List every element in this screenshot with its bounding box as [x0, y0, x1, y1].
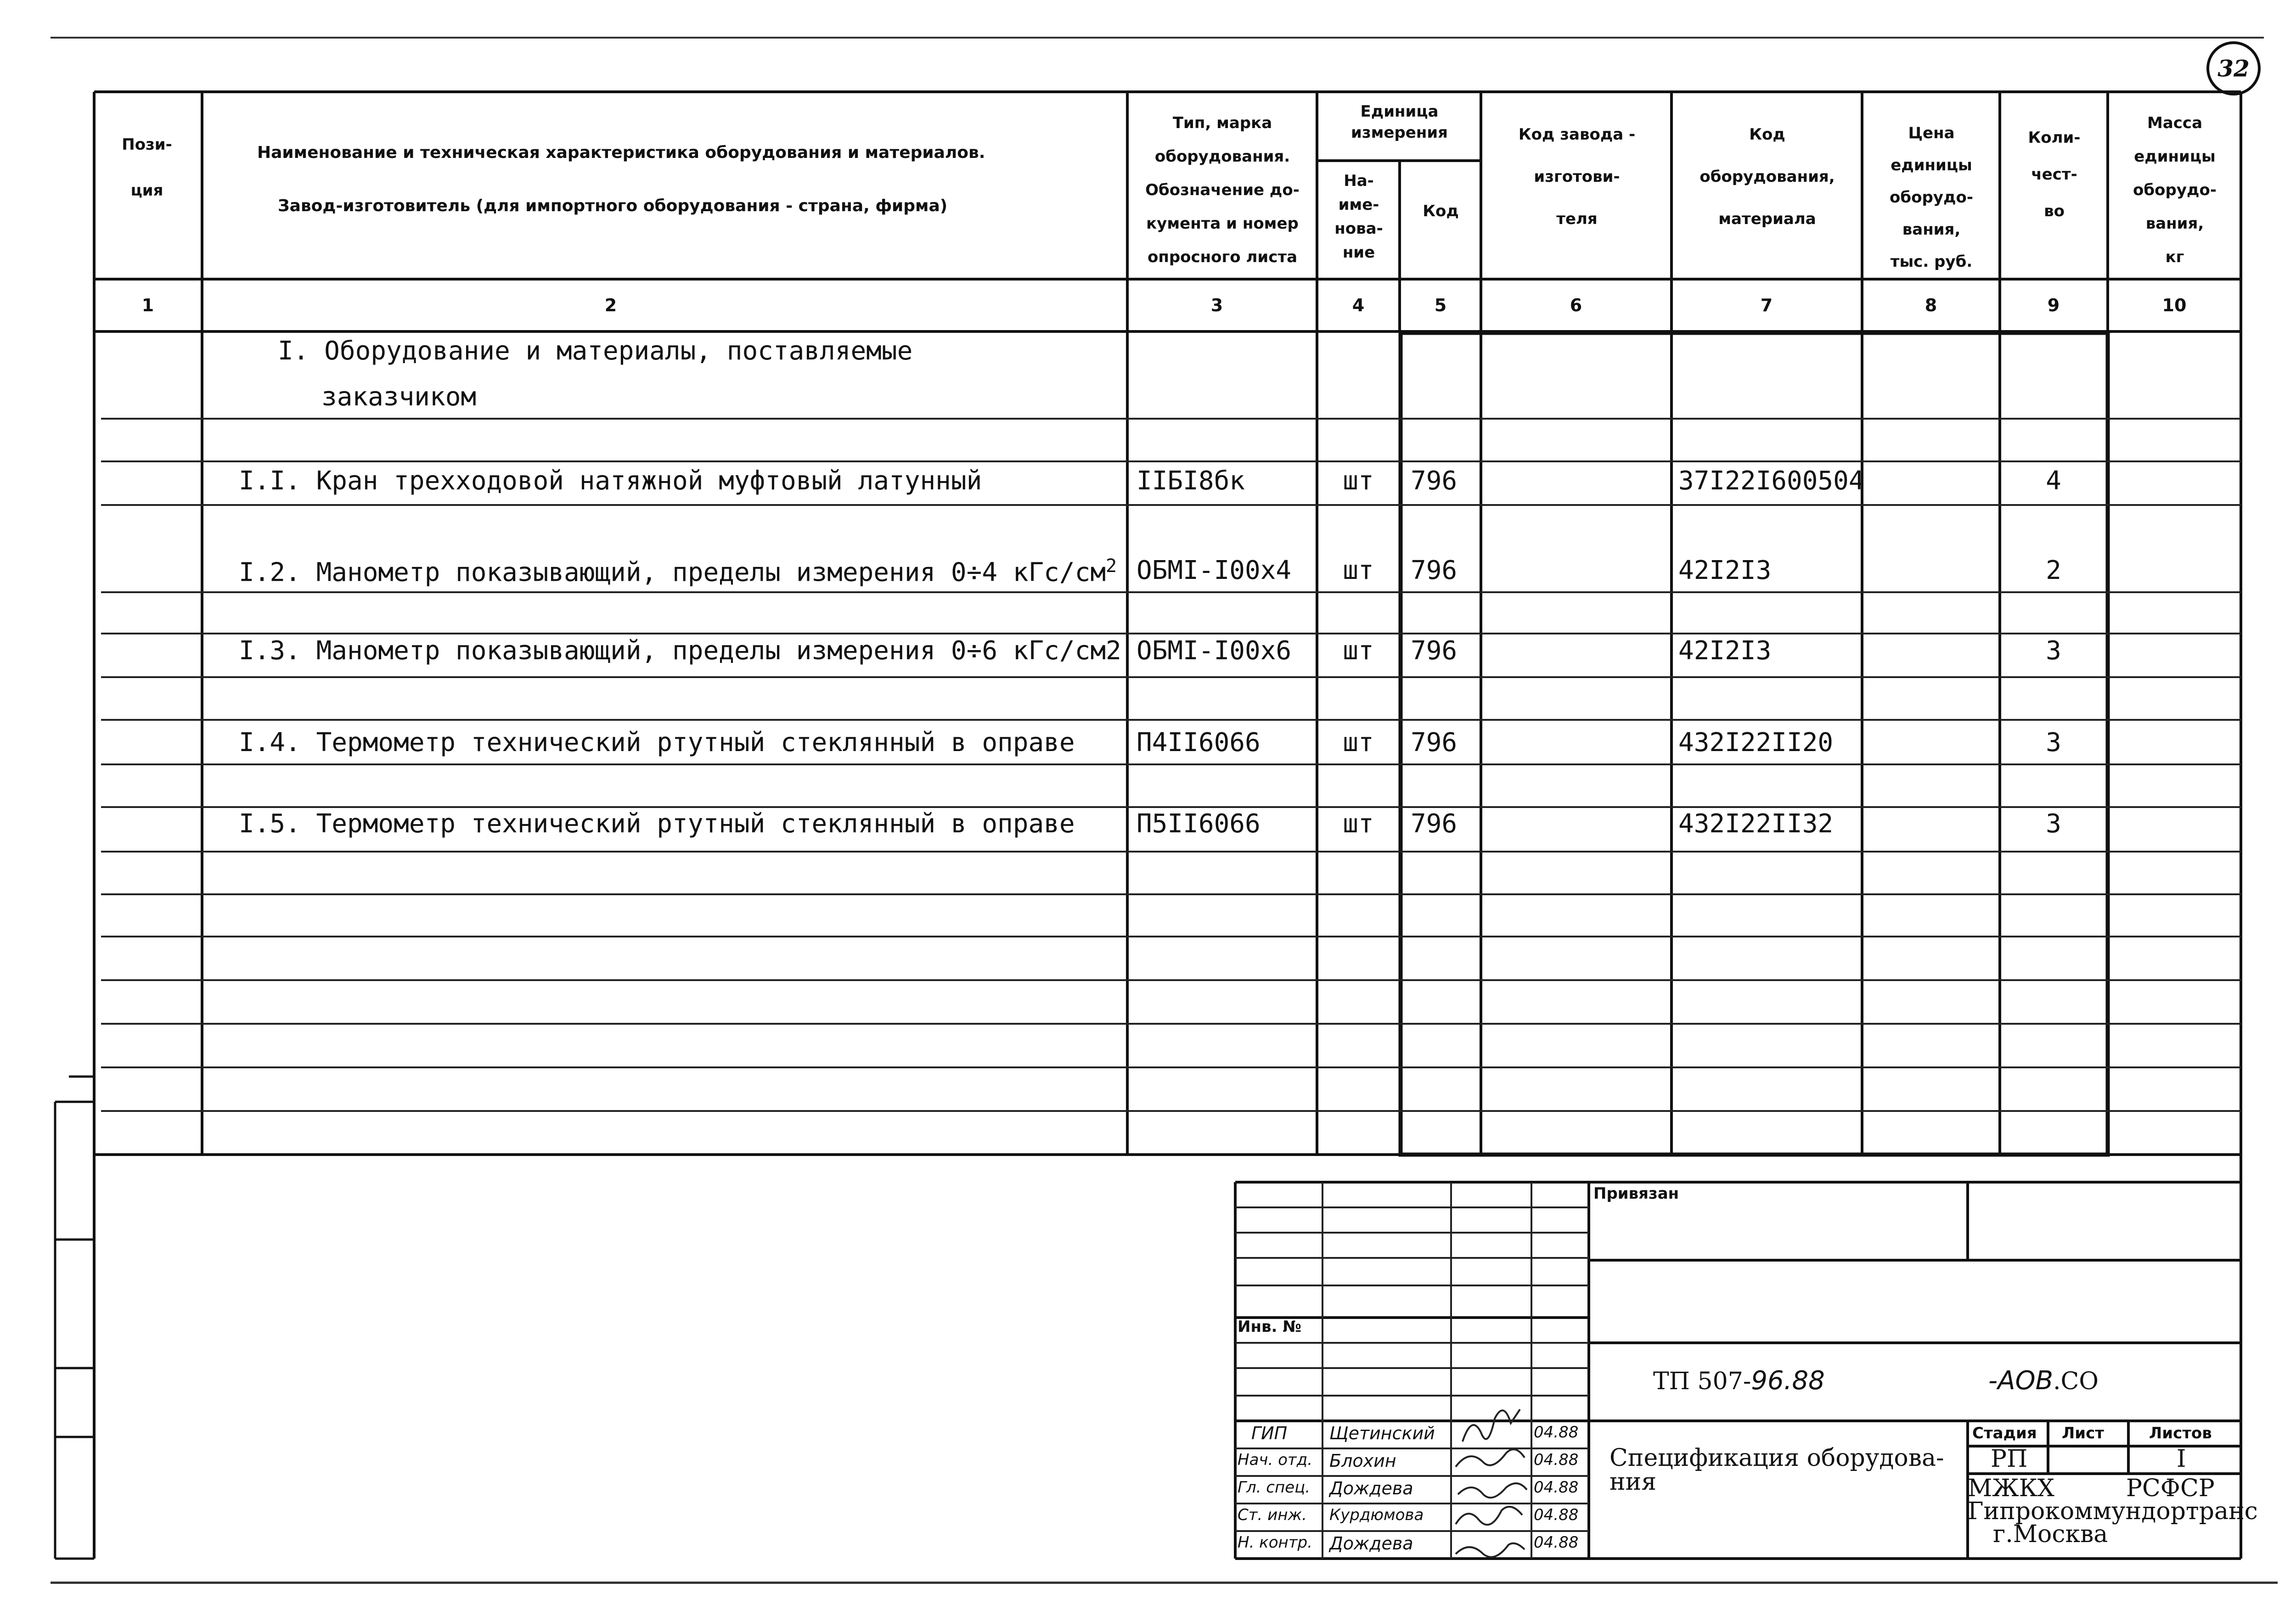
- col-number-6: 6: [1570, 295, 1582, 315]
- item-code: 37I22I600504: [1678, 466, 1864, 496]
- item-unit: шт: [1343, 728, 1374, 757]
- item-name: I.5. Термометр технический ртутный стеклянный в оправе: [239, 809, 1075, 839]
- document-title: Спецификация оборудова- ния: [1609, 1444, 1944, 1496]
- staff-role: Гл. спец.: [1238, 1478, 1311, 1497]
- col-number-8: 8: [1925, 295, 1937, 315]
- item-unit: шт: [1343, 555, 1374, 585]
- document-code-handwritten: 96.88: [1751, 1366, 1825, 1396]
- col-number-7: 7: [1760, 295, 1773, 315]
- document-code-suffix-handwritten: -АОВ: [1988, 1366, 2054, 1396]
- staff-name: Щетинский: [1329, 1423, 1435, 1443]
- item-type: ОБМI-I00x6: [1137, 636, 1292, 666]
- item-code: 42I2I3: [1678, 636, 1772, 666]
- staff-role: Н. контр.: [1238, 1533, 1312, 1552]
- section-title-line2: заказчиком: [321, 382, 477, 412]
- staff-name: Дождева: [1329, 1533, 1413, 1554]
- item-type: IIБI8бк: [1137, 466, 1245, 496]
- org-institute: Гипрокоммундортранс: [1968, 1498, 2258, 1525]
- staff-name: Курдюмова: [1329, 1506, 1424, 1524]
- staff-role: Ст. инж.: [1238, 1506, 1307, 1524]
- item-name-superscript: 2: [1106, 555, 1117, 577]
- col-number-3: 3: [1210, 295, 1223, 315]
- staff-name: Блохин: [1329, 1451, 1396, 1471]
- header-name-line1: Наименование и техническая характеристика оборудования и материалов.: [257, 143, 985, 162]
- item-unit-code: 796: [1411, 636, 1458, 666]
- document-code-printed: ТП 507-: [1653, 1368, 1751, 1395]
- col-number-2: 2: [604, 295, 617, 315]
- col-number-9: 9: [2047, 295, 2060, 315]
- item-code: 432I22II32: [1678, 809, 1834, 839]
- item-name: I.4. Термометр технический ртутный стеклянный в оправе: [239, 728, 1075, 757]
- item-unit: шт: [1343, 466, 1374, 496]
- privyazan-label: Привязан: [1593, 1184, 1679, 1203]
- header-position: Пози- ция: [122, 135, 172, 200]
- header-mass: Масса единицы оборудо- вания, кг: [2133, 114, 2217, 266]
- header-unit-code: Код: [1423, 202, 1459, 220]
- item-unit-code: 796: [1411, 728, 1458, 757]
- item-unit: шт: [1343, 809, 1374, 839]
- item-qty: 3: [2046, 636, 2061, 666]
- item-code: 42I2I3: [1678, 555, 1772, 585]
- inventory-number-label: Инв. №: [1238, 1318, 1302, 1336]
- org-city: г.Москва: [1993, 1520, 2108, 1548]
- stage-label: Стадия: [1972, 1424, 2037, 1442]
- staff-date: 04.88: [1534, 1423, 1579, 1442]
- item-name: I.I. Кран трехходовой натяжной муфтовый латунный: [239, 466, 982, 496]
- stage-value: РП: [1991, 1445, 2028, 1473]
- item-type: ОБМI-I00x4: [1137, 555, 1292, 585]
- sheet-number: 32: [2217, 55, 2250, 82]
- header-unit-name: На- име- нова- ние: [1334, 172, 1383, 262]
- sheets-value: I: [2177, 1445, 2186, 1473]
- item-qty: 3: [2046, 728, 2061, 757]
- col-number-10: 10: [2162, 295, 2187, 315]
- item-unit-code: 796: [1411, 466, 1458, 496]
- org-republic: РСФСР: [2126, 1475, 2215, 1502]
- item-qty: 4: [2046, 466, 2061, 496]
- col-number-4: 4: [1352, 295, 1365, 315]
- item-unit-code: 796: [1411, 809, 1458, 839]
- staff-date: 04.88: [1534, 1451, 1579, 1469]
- item-name: I.3. Манометр показывающий, пределы измерения 0÷6 кГс/см2: [239, 636, 1121, 666]
- document-code-suffix-printed: .СО: [2053, 1368, 2099, 1395]
- staff-role: Нач. отд.: [1238, 1451, 1313, 1469]
- item-qty: 3: [2046, 809, 2061, 839]
- item-code: 432I22II20: [1678, 728, 1834, 757]
- item-unit: шт: [1343, 636, 1374, 666]
- staff-date: 04.88: [1534, 1506, 1579, 1524]
- staff-role: ГИП: [1251, 1423, 1288, 1443]
- item-name-text: I.2. Манометр показывающий, пределы измерения 0÷4 кГс/см: [239, 557, 1106, 588]
- item-name: [239, 555, 1117, 588]
- staff-name: Дождева: [1329, 1478, 1413, 1498]
- org-ministry: МЖКХ: [1968, 1475, 2054, 1502]
- staff-date: 04.88: [1534, 1533, 1579, 1552]
- col-number-1: 1: [141, 295, 154, 315]
- sheet-label: Лист: [2062, 1424, 2104, 1442]
- header-unit-group: Единица измерения: [1351, 102, 1448, 142]
- header-price: Цена единицы оборудо- вания, тыс. руб.: [1890, 124, 1973, 271]
- sheets-label: Листов: [2149, 1424, 2212, 1442]
- header-type: Тип, марка оборудования. Обозначение до- кумента и номер опросного листа: [1145, 114, 1300, 266]
- item-type: П5II6066: [1137, 809, 1261, 839]
- header-equipment-code: Код оборудования, материала: [1699, 125, 1835, 228]
- document-code-suffix: [1988, 1366, 2099, 1396]
- signatures: [1456, 1409, 1527, 1557]
- header-quantity: Коли- чест- во: [2028, 129, 2081, 220]
- staff-date: 04.88: [1534, 1478, 1579, 1497]
- header-factory-code: Код завода - изготови- теля: [1518, 125, 1636, 228]
- item-unit-code: 796: [1411, 555, 1458, 585]
- section-title-line1: I. Оборудование и материалы, поставляемые: [278, 336, 913, 366]
- header-name-line2: Завод-изготовитель (для импортного оборудования - страна, фирма): [278, 196, 948, 215]
- document-code: [1653, 1366, 1825, 1396]
- item-type: П4II6066: [1137, 728, 1261, 757]
- item-qty: 2: [2046, 555, 2061, 585]
- col-number-5: 5: [1434, 295, 1447, 315]
